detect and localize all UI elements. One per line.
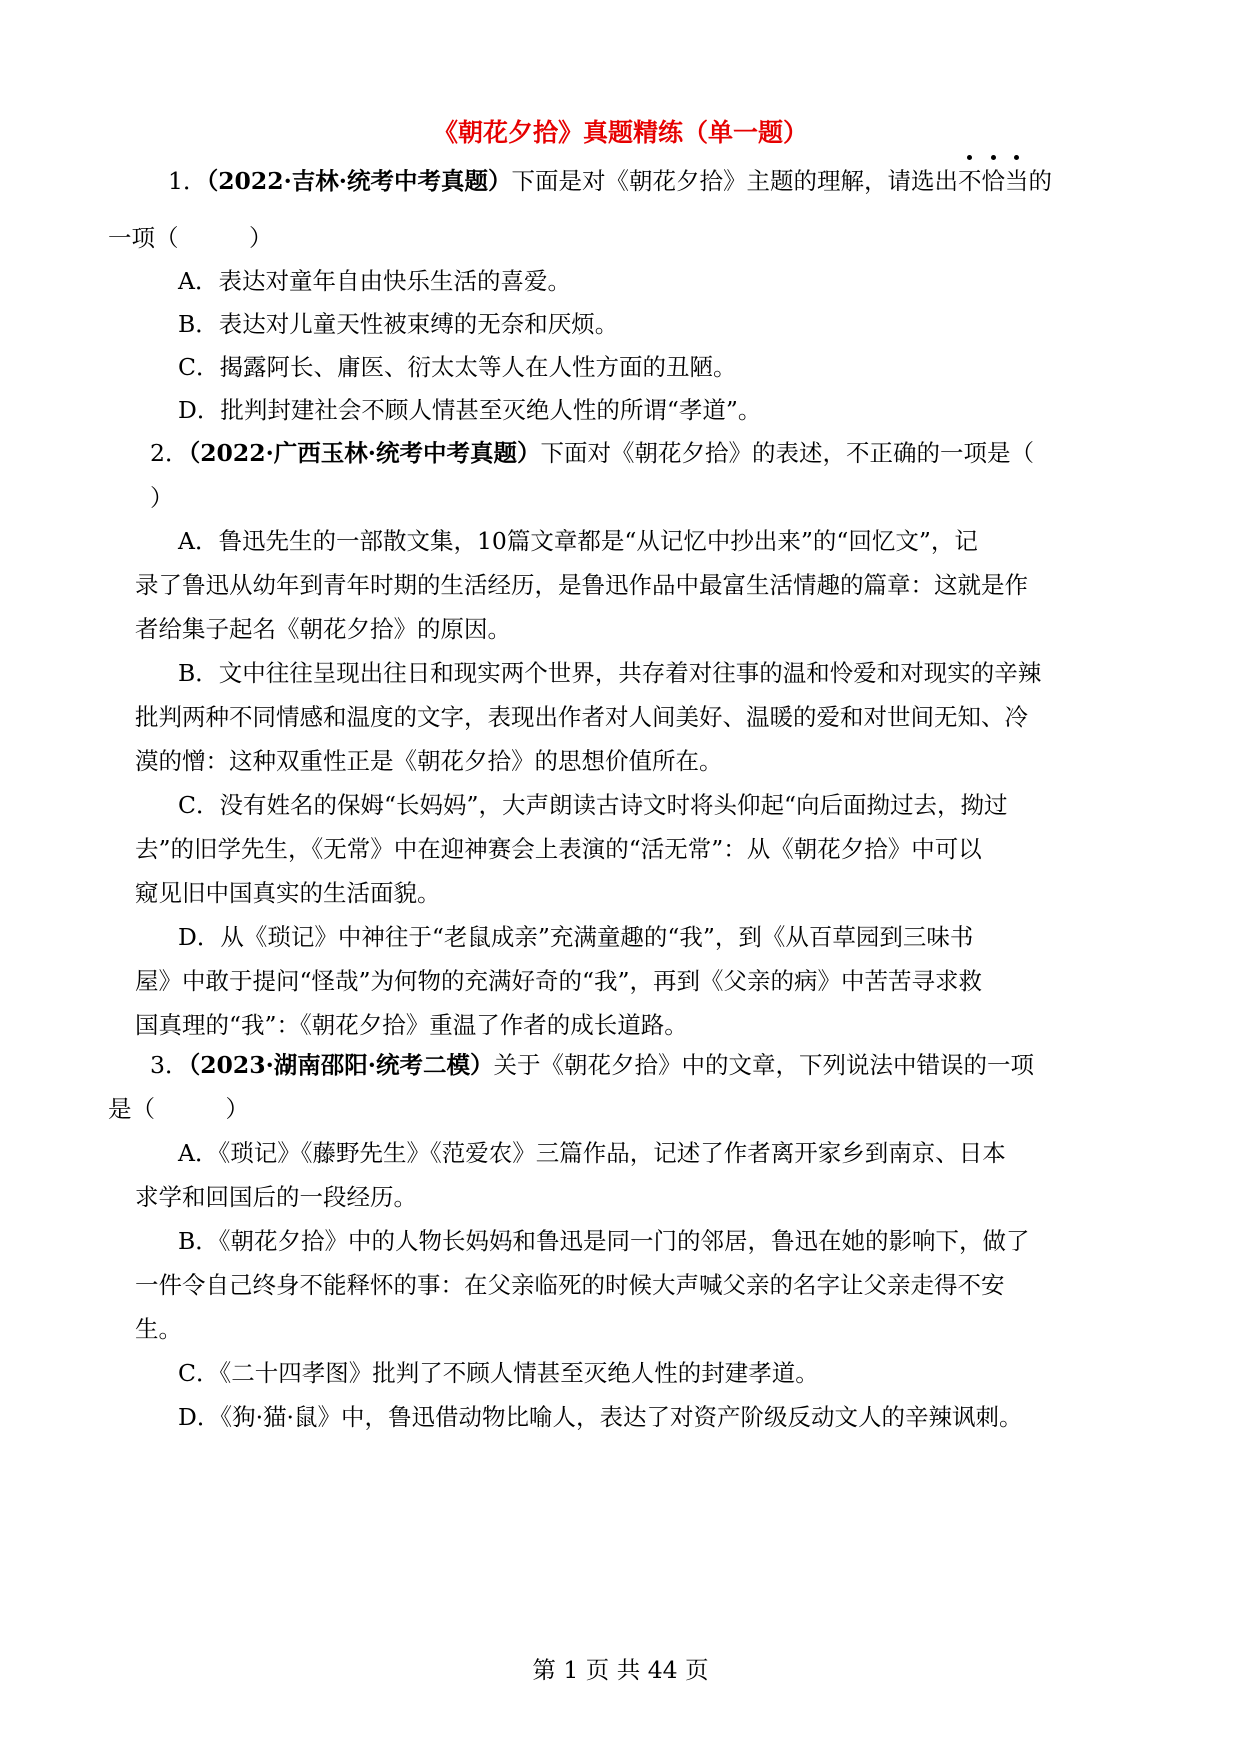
question-2-option-b-line1: B．文中往往呈现出往日和现实两个世界，共存着对往事的温和怜爱和对现实的辛辣 [178,659,1042,687]
emphasis-char-1: 不 [958,163,982,199]
page-title: 《朝花夕拾》真题精练（单一题） [432,118,808,147]
question-1-stem-text: 下面是对《朝花夕拾》主题的理解，请选出 [511,167,958,195]
question-3-option-b-line3: 生。 [135,1315,182,1343]
question-3-option-a-line1: A．《琐记》《藤野先生》《范爱农》三篇作品，记述了作者离开家乡到南京、日本 [178,1139,1006,1167]
question-2-stem [150,435,1034,471]
emphasis-dot [1014,155,1019,160]
emphasis-dot [967,155,972,160]
question-2-option-a-line3: 者给集子起名《朝花夕拾》的原因。 [135,615,511,643]
question-2-stem-line2: ） [150,484,174,512]
question-2-option-b-line2: 批判两种不同情感和温度的文字，表现出作者对人间美好、温暖的爱和对世间无知、冷 [135,703,1028,731]
question-3-stem-line2: 是（ ） [108,1095,249,1123]
question-3-source: （2023·湖南邵阳·统考二模） [188,1051,494,1079]
question-2-number: 2． [150,439,189,467]
question-3-number: 3． [150,1051,189,1079]
question-2-stem-text: 下面对《朝花夕拾》的表述，不正确的一项是（ [540,439,1034,467]
question-1-stem [168,163,1052,199]
question-1-option-c: C．揭露阿长、庸医、衍太太等人在人性方面的丑陋。 [178,353,737,381]
question-2-option-a-line2: 录了鲁迅从幼年到青年时期的生活经历，是鲁迅作品中最富生活情趣的篇章：这就是作 [135,571,1028,599]
question-2-option-d-line2: 屋》中敢于提问“怪哉”为何物的充满好奇的“我”，再到《父亲的病》中苦苦寻求救 [135,967,983,995]
question-3-option-b-line2: 一件令自己终身不能释怀的事：在父亲临死的时候大声喊父亲的名字让父亲走得不安 [135,1271,1005,1299]
question-3-option-c: C．《二十四孝图》批判了不顾人情甚至灭绝人性的封建孝道。 [178,1359,819,1387]
question-1-option-b: B．表达对儿童天性被束缚的无奈和厌烦。 [178,310,619,338]
page-number-footer: 第 1 页 共 44 页 [532,1656,709,1684]
question-2-option-c-line1: C．没有姓名的保姆“长妈妈”，大声朗读古诗文时将头仰起“向后面拗过去，拗过 [178,791,1008,819]
emphasis-dot [991,155,996,160]
question-2-source: （2022·广西玉林·统考中考真题） [188,439,541,467]
question-1-option-d: D．批判封建社会不顾人情甚至灭绝人性的所谓“孝道”。 [178,396,762,424]
question-1-number: 1． [168,167,207,195]
question-2-option-c-line2: 去”的旧学先生，《无常》中在迎神赛会上表演的“活无常”：从《朝花夕拾》中可以 [135,835,982,863]
question-3-stem-text: 关于《朝花夕拾》中的文章，下列说法中错误的一项 [493,1051,1034,1079]
question-2-option-d-line3: 国真理的“我”：《朝花夕拾》重温了作者的成长道路。 [135,1011,688,1039]
question-1-stem-line2: 一项（ ） [108,224,273,252]
emphasis-char-3: 当 [1005,163,1029,199]
question-1-source: （2022·吉林·统考中考真题） [206,167,512,195]
question-3-option-a-line2: 求学和回国后的一段经历。 [135,1183,417,1211]
question-2-option-a-line1: A．鲁迅先生的一部散文集，10篇文章都是“从记忆中抄出来”的“回忆文”，记 [178,527,978,555]
emphasis-char-2: 恰 [981,163,1005,199]
question-3-option-b-line1: B．《朝花夕拾》中的人物长妈妈和鲁迅是同一门的邻居，鲁迅在她的影响下，做了 [178,1227,1030,1255]
question-2-option-d-line1: D．从《琐记》中神往于“老鼠成亲”充满童趣的“我”，到《从百草园到三味书 [178,923,974,951]
question-1-option-a: A．表达对童年自由快乐生活的喜爱。 [178,267,571,295]
question-1-stem-end: 的 [1028,167,1052,195]
question-2-option-c-line3: 窥见旧中国真实的生活面貌。 [135,879,441,907]
question-3-stem [150,1047,1034,1083]
question-3-option-d: D．《狗·猫·鼠》中，鲁迅借动物比喻人，表达了对资产阶级反动文人的辛辣讽刺。 [178,1403,1023,1431]
question-2-option-b-line3: 漠的憎：这种双重性正是《朝花夕拾》的思想价值所在。 [135,747,723,775]
